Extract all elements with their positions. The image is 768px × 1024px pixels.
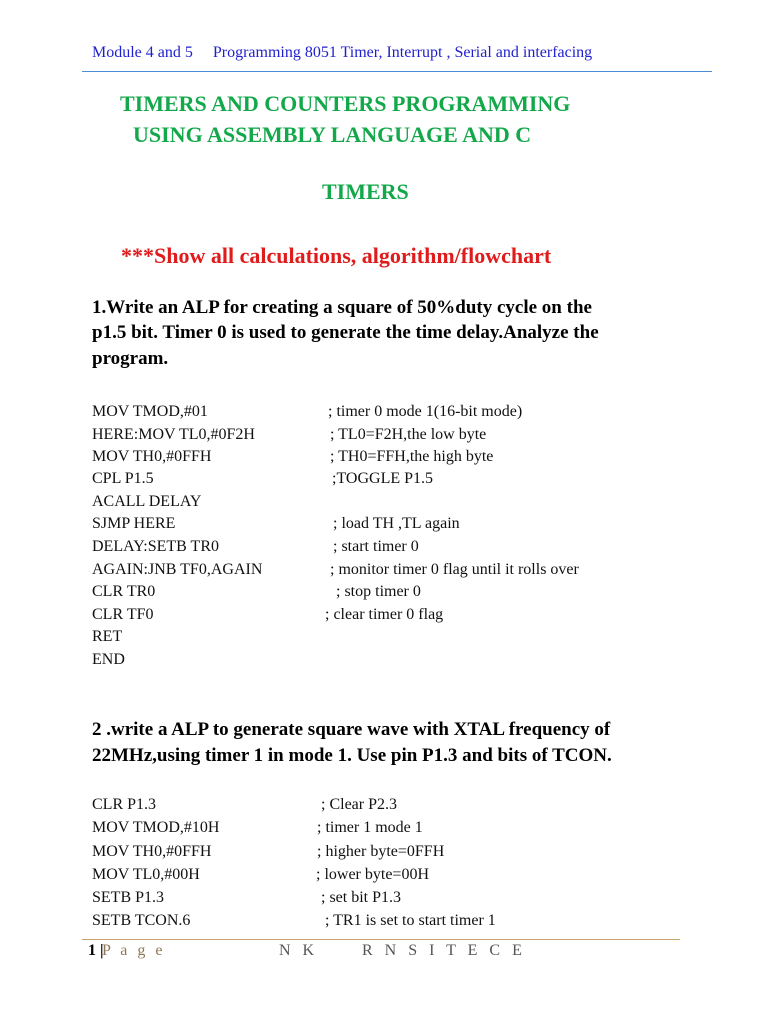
code-comment: ; higher byte=0FFH bbox=[317, 843, 445, 860]
code-instruction: RET bbox=[92, 628, 123, 645]
code-comment: ; clear timer 0 flag bbox=[325, 606, 444, 623]
page-header bbox=[92, 44, 592, 62]
code-instruction: MOV TMOD,#01 bbox=[92, 403, 208, 420]
section-heading-timers: TIMERS bbox=[322, 179, 409, 204]
code-instruction: MOV TH0,#0FFH bbox=[92, 843, 212, 860]
code-comment: ;TOGGLE P1.5 bbox=[332, 470, 434, 487]
document-title-line-1: TIMERS AND COUNTERS PROGRAMMING bbox=[120, 91, 571, 116]
code-instruction: CLR TF0 bbox=[92, 606, 154, 623]
code-instruction: CLR P1.3 bbox=[92, 796, 157, 813]
document-title-line-2: USING ASSEMBLY LANGUAGE AND C bbox=[133, 122, 532, 147]
code-instruction: MOV TMOD,#10H bbox=[92, 819, 220, 836]
code-instruction: CLR TR0 bbox=[92, 583, 156, 600]
code-comment: ; set bit P1.3 bbox=[321, 889, 402, 906]
code-comment: ; timer 0 mode 1(16-bit mode) bbox=[328, 403, 523, 420]
code-comment: ; start timer 0 bbox=[333, 538, 419, 555]
footer-divider bbox=[82, 939, 680, 940]
code-instruction: ACALL DELAY bbox=[92, 493, 202, 510]
question-2-line-2: 22MHz,using timer 1 in mode 1. Use pin P1.3 and bits of TCON. bbox=[92, 745, 612, 766]
code-comment: ; TR1 is set to start timer 1 bbox=[325, 912, 496, 929]
institution-label: R N S I T E C E bbox=[362, 942, 526, 959]
code-instruction: SJMP HERE bbox=[92, 515, 176, 532]
code-instruction: END bbox=[92, 651, 125, 668]
author-initials: N K bbox=[279, 942, 319, 959]
code-instruction: SETB TCON.6 bbox=[92, 912, 191, 929]
code-comment: ; TH0=FFH,the high byte bbox=[330, 448, 494, 465]
module-label: Module 4 and 5 bbox=[92, 44, 193, 61]
page-number: 1 | bbox=[88, 942, 104, 959]
instruction-note: ***Show all calculations, algorithm/flowchart bbox=[121, 243, 552, 268]
code-comment: ; Clear P2.3 bbox=[321, 796, 397, 813]
code-instruction: MOV TH0,#0FFH bbox=[92, 448, 212, 465]
page-label: P a g e bbox=[102, 942, 166, 959]
code-comment: ; lower byte=00H bbox=[316, 866, 429, 883]
code-instruction: DELAY:SETB TR0 bbox=[92, 538, 219, 555]
question-1-line-3: program. bbox=[92, 348, 169, 369]
code-comment: ; timer 1 mode 1 bbox=[317, 819, 423, 836]
header-divider bbox=[82, 71, 712, 72]
code-comment: ; stop timer 0 bbox=[336, 583, 421, 600]
code-instruction: SETB P1.3 bbox=[92, 889, 165, 906]
code-instruction: CPL P1.5 bbox=[92, 470, 154, 487]
code-comment: ; TL0=F2H,the low byte bbox=[330, 426, 487, 443]
code-instruction: AGAIN:JNB TF0,AGAIN bbox=[92, 561, 263, 578]
code-instruction: HERE:MOV TL0,#0F2H bbox=[92, 426, 255, 443]
code-instruction: MOV TL0,#00H bbox=[92, 866, 200, 883]
subject-label: Programming 8051 Timer, Interrupt , Serial and interfacing bbox=[212, 44, 593, 61]
question-1-line-2: p1.5 bit. Timer 0 is used to generate the time delay.Analyze the bbox=[92, 322, 599, 343]
question-1-line-1: 1.Write an ALP for creating a square of 50%duty cycle on the bbox=[92, 297, 592, 318]
code-comment: ; monitor timer 0 flag until it rolls over bbox=[330, 561, 579, 578]
code-comment: ; load TH ,TL again bbox=[333, 515, 460, 532]
question-2-line-1: 2 .write a ALP to generate square wave with XTAL frequency of bbox=[92, 719, 611, 740]
